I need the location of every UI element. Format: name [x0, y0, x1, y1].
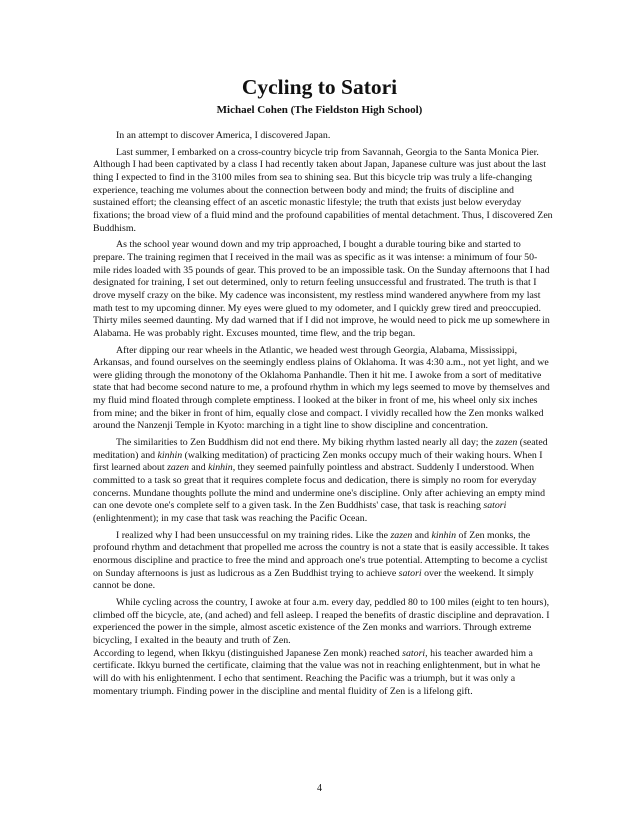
body-paragraph: [93, 597, 553, 648]
text-run: (enlightenment); in my case that task was reaching the Pacific Ocean.: [93, 513, 368, 525]
document-body: [93, 130, 553, 702]
body-paragraph: [93, 437, 553, 526]
text-run: I realized why I had been unsuccessful on my training rides. Like the: [116, 529, 391, 541]
italic-term: zazen: [167, 462, 189, 474]
body-paragraph: [93, 239, 553, 340]
text-run: While cycling across the country, I awoke at four a.m. every day, peddled 80 to 100 miles (eight to ten hours), climbed off the bicycle, ate, (and ached) and fell asleep. I reaped the benefits of drastic discipline and depravation. I experienced the power in the simple, almost ascetic existence of the Zen monks and warriors. Through extreme bicycling, I exalted in the beauty and truth of Zen.: [93, 596, 550, 646]
text-run: over the weekend. It simply cannot be done.: [93, 567, 534, 592]
text-run: The similarities to Zen Buddhism did not end there. My biking rhythm lasted nearly all day; the: [116, 437, 496, 449]
text-run: of Zen monks, the profound rhythm and detachment that propelled me across the country is not a state that is easily accessible. It takes enormous discipline and practice to free the mind and approach one's true potential. Attempting to become a cyclist on Sunday afternoons is just as ludicrous as a Zen Buddhist trying to achieve: [93, 529, 549, 579]
body-paragraph: [93, 648, 553, 699]
text-run: After dipping our rear wheels in the Atlantic, we headed west through Georgia, Alabama, Mississippi, Arkansas, and found ourselves on the seemingly endless plains of Oklahoma. It was 4:30 a.m., not yet light, and we were gliding through the monotony of the Oklahoma Panhandle. Then it hit me. I awoke from a sort of meditative state that had become second nature to me, a profound rhythm in which my legs seemed to move by themselves and my fluid mind floated through complete emptiness. I looked at the biker in front of me, his wheel only six inches from mine; and the biker in front of him, equally close and compact. I vividly recalled how the Zen monks walked around the Nanzenji Temple in Kyoto: marching in a tight line to show discipline and concentration.: [93, 344, 550, 432]
text-run: (walking meditation) of practicing Zen monks occupy much of their waking hours. When I first learned about: [93, 449, 543, 474]
text-run: According to legend, when Ikkyu (distinguished Japanese Zen monk) reached: [93, 647, 403, 659]
document-title: Cycling to Satori: [241, 75, 398, 99]
document-author: Michael Cohen (The Fieldston High School): [216, 104, 423, 116]
body-paragraph: [93, 147, 553, 236]
text-run: Last summer, I embarked on a cross-country bicycle trip from Savannah, Georgia to the Santa Monica Pier. Although I had been captivated by a class I had recently taken about Japan, Japanese culture was just about the last thing I expected to find in the 3100 miles from sea to shining sea. But this bicycle trip was truly a life-changing experience, teaching me volumes about the connection between body and mind; the fruits of discipline and sustained effort; the cleansing effect of an ascetic monastic lifestyle; the truth that exists just below everyday fixations; the broad view of a fluid mind and the profound capabilities of mental detachment. Thus, I discovered Zen Buddhism.: [93, 146, 553, 234]
text-run: , they seemed painfully pointless and abstract. Suddenly I understood. When committed to a task so great that it requires complete focus and dedication, there is simply no room for everyday concerns. Mundane thoughts pollute the mind and undermine one's discipline. Only after achieving an empty mind can one devote one's complete self to a given task. In the Zen Buddhists' case, that task is reaching: [93, 462, 546, 512]
italic-term: satori: [483, 500, 507, 512]
text-run: In an attempt to discover America, I discovered Japan.: [116, 130, 331, 141]
italic-term: kinhin: [431, 529, 457, 541]
body-paragraph: [93, 530, 553, 593]
italic-term: kinhin: [208, 462, 233, 474]
italic-term: zazen: [390, 529, 413, 541]
italic-term: kinhin: [157, 449, 183, 461]
page-number: 4: [317, 783, 322, 794]
body-paragraph: [93, 130, 553, 143]
text-run: and: [412, 529, 432, 541]
italic-term: satori: [402, 647, 426, 659]
italic-term: zazen: [495, 437, 518, 449]
text-run: and: [188, 462, 209, 474]
italic-term: satori: [398, 567, 422, 579]
body-paragraph: [93, 345, 553, 434]
text-run: , his teacher awarded him a certificate. Ikkyu burned the certificate, claiming that the value was not in reaching enlightenment, but in what he will do with his enlightenment. I echo that sentiment. Reaching the Pacific was a triumph, but it was only a momentary triumph. Finding power in the discipline and mental fluidity of Zen is a lifelong gift.: [93, 647, 541, 697]
text-run: (seated meditation) and: [93, 437, 548, 461]
text-run: As the school year wound down and my trip approached, I bought a durable touring bike and started to prepare. The training regimen that I received in the mail was as specific as it was intense: a minimum of four 50-mile rides loaded with 35 pounds of gear. This proved to be an impossible task. On the Sunday afternoons that I had designated for training, I set out determined, only to return feeling unsuccessful and frustrated. The truth is that I drove myself crazy on the bike. My cadence was inconsistent, my restless mind wandered anywhere from my last math test to my upcoming dinner. My eyes were glued to my odometer, and I quickly grew tired and preoccupied. Thirty miles seemed daunting. My dad warned that if I did not improve, he would need to pick me up somewhere in Alabama. He was probably right. Excuses mounted, time flew, and the trip began.: [93, 239, 550, 339]
